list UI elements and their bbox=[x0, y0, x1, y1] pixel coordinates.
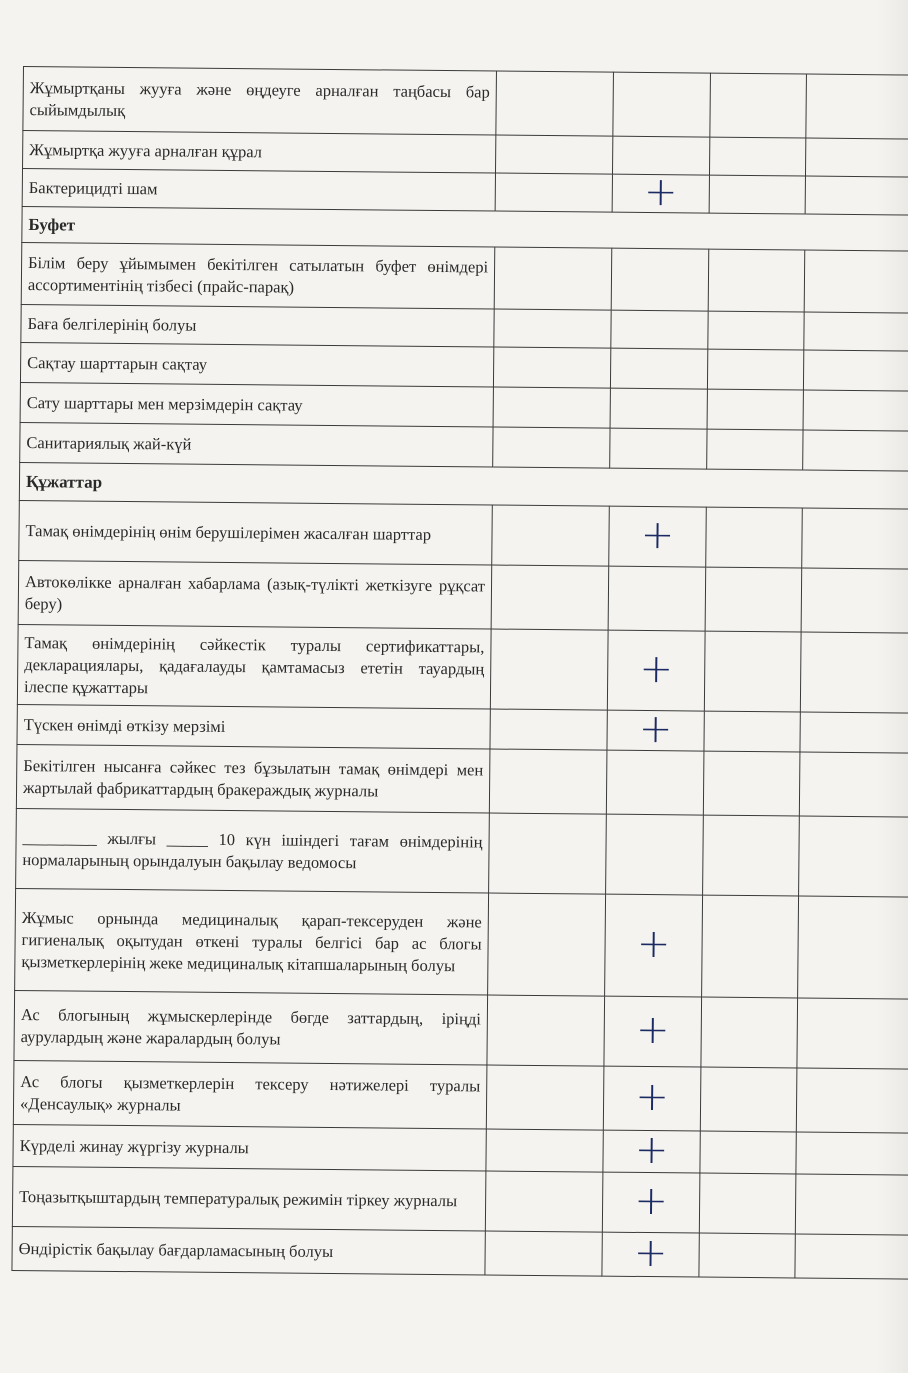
section-heading: Құжаттар bbox=[19, 462, 908, 509]
check-plus-mark: + bbox=[634, 1126, 669, 1173]
mark-cell-3 bbox=[707, 429, 803, 470]
mark-cell-1 bbox=[490, 629, 608, 710]
row-label: _________ жылғы _____ 10 күн ішіндегі тағам өнімдерінің нормаларының орындалуын бақылау ведомосы bbox=[16, 808, 490, 893]
checklist-row bbox=[15, 888, 908, 999]
mark-cell-1 bbox=[486, 1065, 604, 1130]
mark-cell-3 bbox=[699, 1233, 795, 1278]
checklist-row bbox=[16, 808, 908, 897]
mark-cell-2 bbox=[604, 996, 702, 1067]
row-label: Тамақ өнімдерінің өнім берушілерімен жасалған шарттар bbox=[19, 500, 493, 565]
check-plus-mark: + bbox=[635, 1073, 670, 1120]
mark-cell-4 bbox=[799, 752, 908, 817]
mark-cell-4 bbox=[800, 632, 908, 713]
row-label: Жұмыс орнында медициналық қарап-тексеруден және гигиеналық оқытудан өткені туралы белгісі бар ас блогы қызметкерлерінің жеке медициналық кітапшаларының болуы bbox=[15, 888, 489, 995]
mark-cell-2 bbox=[602, 1172, 700, 1233]
mark-cell-4 bbox=[798, 896, 908, 999]
mark-cell-4 bbox=[795, 1234, 908, 1279]
mark-cell-3 bbox=[700, 1067, 797, 1132]
check-plus-mark: + bbox=[634, 1177, 669, 1224]
row-label: Ас блогының жұмыскерлерінде бөгде заттардың, іріңді аурулардың және жаралардың болуы bbox=[14, 990, 488, 1065]
mark-cell-2 bbox=[605, 894, 703, 997]
mark-cell-1 bbox=[495, 135, 612, 174]
mark-cell-2 bbox=[603, 1066, 701, 1131]
mark-cell-1 bbox=[495, 173, 612, 212]
check-plus-mark: + bbox=[635, 1006, 670, 1053]
mark-cell-3 bbox=[700, 1131, 796, 1174]
mark-cell-4 bbox=[801, 568, 908, 633]
row-label: Санитариялық жай-күй bbox=[20, 422, 493, 467]
row-label: Жұмыртқа жууға арналған құрал bbox=[23, 131, 496, 174]
row-label: Сату шарттары мен мерзімдерін сақтау bbox=[20, 382, 493, 427]
checklist-row bbox=[16, 744, 908, 817]
checklist-row bbox=[18, 560, 908, 633]
mark-cell-4 bbox=[804, 312, 908, 351]
row-label: Сақтау шарттарын сақтау bbox=[20, 342, 493, 387]
mark-cell-1 bbox=[493, 387, 610, 428]
mark-cell-2 bbox=[608, 566, 706, 631]
mark-cell-2 bbox=[607, 630, 705, 711]
mark-cell-1 bbox=[485, 1231, 602, 1276]
checklist-row bbox=[13, 1060, 908, 1133]
mark-cell-2 bbox=[610, 348, 707, 389]
mark-cell-4 bbox=[796, 1132, 908, 1175]
mark-cell-3 bbox=[709, 137, 805, 176]
mark-cell-2 bbox=[610, 388, 707, 429]
mark-cell-2 bbox=[611, 248, 709, 311]
check-plus-mark: + bbox=[636, 920, 671, 967]
mark-cell-3 bbox=[707, 389, 803, 430]
checklist-row bbox=[23, 67, 908, 140]
mark-cell-1 bbox=[492, 505, 610, 566]
mark-cell-3 bbox=[705, 567, 802, 632]
mark-cell-1 bbox=[488, 893, 606, 996]
checklist-row bbox=[12, 1166, 908, 1235]
checklist-row bbox=[21, 242, 908, 313]
mark-cell-1 bbox=[485, 1171, 603, 1232]
mark-cell-2 bbox=[606, 814, 704, 895]
mark-cell-2 bbox=[607, 705, 704, 752]
checklist-row bbox=[12, 1226, 908, 1279]
mark-cell-2 bbox=[609, 506, 707, 567]
mark-cell-1 bbox=[490, 709, 607, 750]
checklist-row bbox=[19, 500, 908, 569]
mark-cell-3 bbox=[710, 73, 807, 138]
check-plus-mark: + bbox=[643, 168, 678, 215]
mark-cell-1 bbox=[496, 71, 614, 136]
mark-cell-2 bbox=[612, 168, 709, 215]
mark-cell-4 bbox=[797, 998, 908, 1069]
inspection-checklist-table bbox=[11, 66, 908, 1280]
mark-cell-3 bbox=[708, 249, 805, 312]
mark-cell-4 bbox=[800, 712, 908, 753]
mark-cell-3 bbox=[708, 311, 804, 350]
checklist-body bbox=[12, 67, 908, 1280]
mark-cell-4 bbox=[805, 176, 908, 215]
mark-cell-4 bbox=[795, 1174, 908, 1235]
mark-cell-3 bbox=[702, 895, 799, 998]
mark-cell-1 bbox=[489, 813, 607, 894]
mark-cell-1 bbox=[494, 309, 611, 348]
mark-cell-2 bbox=[603, 1126, 700, 1173]
mark-cell-1 bbox=[494, 247, 612, 310]
check-plus-mark: + bbox=[638, 705, 673, 752]
row-label: Тамақ өнімдерінің сәйкестік туралы сертификаттары, декларациялары, қадағалауды қамтамасыз ететін тауардың ілеспе құжаттары bbox=[17, 624, 491, 709]
mark-cell-3 bbox=[707, 349, 803, 390]
mark-cell-4 bbox=[796, 1068, 908, 1133]
check-plus-mark: + bbox=[640, 511, 675, 558]
check-plus-mark: + bbox=[633, 1229, 668, 1276]
check-plus-mark: + bbox=[639, 645, 674, 692]
row-label: Жұмыртқаны жууға және өңдеуге арналған таңбасы бар сыйымдылық bbox=[23, 67, 497, 136]
mark-cell-3 bbox=[704, 631, 801, 712]
mark-cell-3 bbox=[703, 751, 800, 816]
row-label: Тоңазытқыштардың температуралық режимін тіркеу журналы bbox=[12, 1166, 486, 1231]
mark-cell-1 bbox=[486, 1129, 603, 1172]
checklist-row bbox=[17, 624, 908, 713]
mark-cell-1 bbox=[493, 427, 610, 468]
row-label: Автокөлікке арналған хабарлама (азық-түлікті жеткізуге рұқсат беру) bbox=[18, 560, 492, 629]
mark-cell-4 bbox=[806, 74, 908, 139]
row-label: Бекітілген нысанға сәйкес тез бұзылатын тамақ өнімдері мен жартылай фабрикаттардың бракераждық журналы bbox=[16, 744, 490, 813]
row-label: Түскен өнімді өткізу мерзімі bbox=[17, 704, 490, 749]
row-label: Бактерицидті шам bbox=[22, 169, 495, 212]
mark-cell-4 bbox=[802, 508, 908, 569]
mark-cell-1 bbox=[493, 347, 610, 388]
row-label: Өндірістік бақылау бағдарламасының болуы bbox=[12, 1226, 485, 1275]
row-label: Білім беру ұйымымен бекітілген сатылатын буфет өнімдері ассортиментінің тізбесі (прайс-парақ) bbox=[21, 242, 495, 309]
mark-cell-1 bbox=[487, 995, 605, 1066]
mark-cell-4 bbox=[805, 138, 908, 177]
mark-cell-3 bbox=[706, 507, 803, 568]
mark-cell-1 bbox=[489, 749, 607, 814]
mark-cell-4 bbox=[803, 430, 908, 471]
mark-cell-2 bbox=[606, 750, 704, 815]
section-heading: Буфет bbox=[22, 206, 908, 251]
mark-cell-3 bbox=[704, 711, 800, 752]
mark-cell-3 bbox=[709, 175, 805, 214]
mark-cell-1 bbox=[491, 565, 609, 630]
mark-cell-4 bbox=[803, 350, 908, 391]
mark-cell-4 bbox=[803, 390, 908, 431]
mark-cell-4 bbox=[799, 816, 908, 897]
mark-cell-2 bbox=[611, 310, 708, 349]
checklist-row bbox=[14, 990, 908, 1069]
mark-cell-3 bbox=[703, 815, 800, 896]
row-label: Баға белгілерінің болуы bbox=[21, 304, 494, 347]
mark-cell-2 bbox=[602, 1229, 699, 1277]
row-label: Ас блогы қызметкерлерін тексеру нәтижелері туралы «Денсаулық» журналы bbox=[13, 1060, 487, 1129]
row-label: Күрделі жинау жүргізу журналы bbox=[13, 1124, 486, 1171]
mark-cell-3 bbox=[701, 997, 798, 1068]
mark-cell-2 bbox=[610, 428, 707, 469]
mark-cell-2 bbox=[613, 72, 711, 137]
mark-cell-4 bbox=[804, 250, 908, 313]
mark-cell-3 bbox=[699, 1173, 796, 1234]
